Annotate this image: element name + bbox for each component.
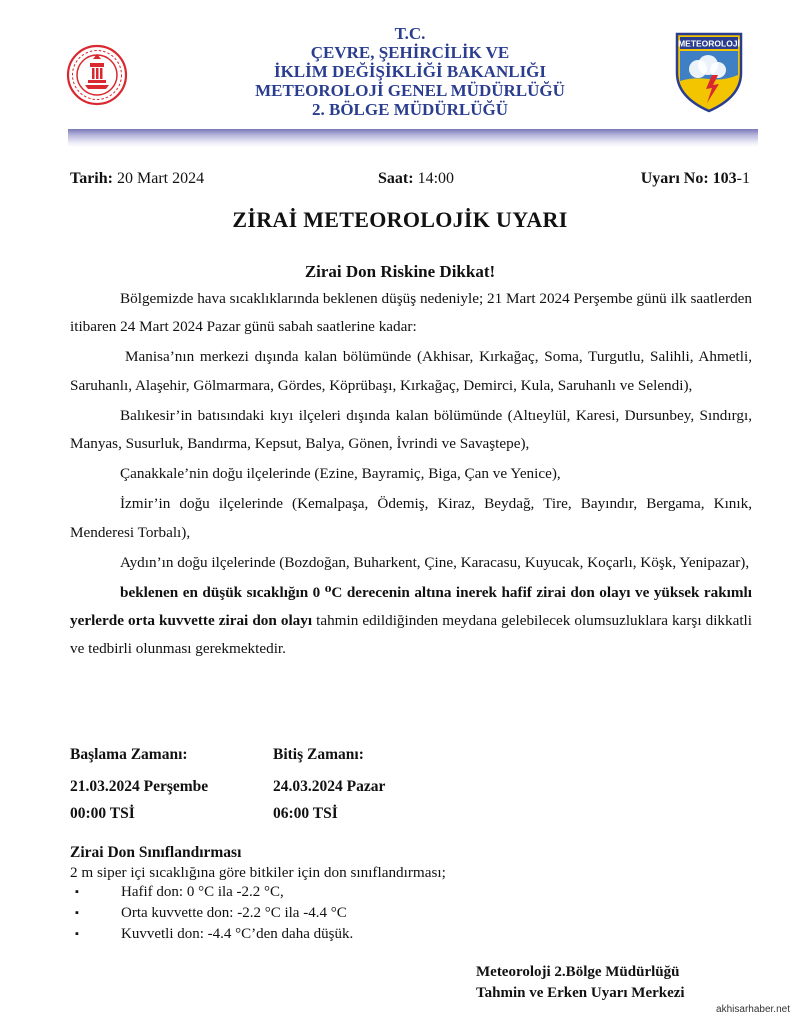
list-item bbox=[70, 903, 353, 924]
date-field bbox=[70, 170, 204, 188]
document-title: ZİRAİ METEOROLOJİK UYARI bbox=[232, 207, 568, 232]
header-title bbox=[180, 24, 640, 119]
header-line-region: 2. BÖLGE MÜDÜRLÜĞÜ bbox=[312, 100, 508, 119]
signature-line-1: Meteoroloji 2.Bölge Müdürlüğü bbox=[476, 964, 680, 980]
header-line-ministry-1: ÇEVRE, ŞEHİRCİLİK VE bbox=[310, 43, 510, 62]
region-izmir: İzmir’in doğu ilçelerinde (Kemalpaşa, Ödemiş, Kiraz, Beydağ, Tire, Bayındır, Bergama, Kınık, Menderesi Torbalı), bbox=[70, 495, 752, 541]
start-date: 21.03.2024 Perşembe bbox=[70, 778, 209, 795]
header-divider-bar bbox=[68, 129, 758, 147]
date-value: 20 Mart 2024 bbox=[116, 170, 205, 187]
warning-normal-text: tahmin edildiğinden meydana gelebilecek olumsuzluklara karşı dikkatli ve tedbirli olunması gerekmektedir. bbox=[70, 612, 752, 658]
svg-text:METEOROLOJİ: METEOROLOJİ bbox=[678, 38, 740, 49]
bullet-icon: ▪ bbox=[75, 907, 79, 919]
classification-moderate-frost: Orta kuvvette don: -2.2 °C ila -4.4 °C bbox=[121, 905, 347, 921]
document-subtitle: Zirai Don Riskine Dikkat! bbox=[304, 262, 496, 281]
warning-number-suffix: -1 bbox=[736, 170, 750, 187]
region-manisa: Manisa’nın merkezi dışında kalan bölümünde (Akhisar, Kırkağaç, Soma, Turgutlu, Salihli, Ahmetli, Saruhanlı, Alaşehir, Gölmarmara, Gördes, Köprübaşı, Kırkağaç, Demirci, Kula, Saruhanlı ve Selendi), bbox=[70, 348, 752, 394]
classification-title: Zirai Don Sınıflandırması bbox=[70, 844, 242, 861]
end-time-label: Bitiş Zamanı: bbox=[273, 746, 364, 763]
bullet-icon: ▪ bbox=[75, 928, 79, 940]
start-time: 00:00 TSİ bbox=[70, 805, 135, 822]
end-time: 06:00 TSİ bbox=[273, 805, 338, 822]
warning-number-field bbox=[641, 170, 750, 188]
warning-bold-text: beklenen en düşük sıcaklığın 0 ⁰C derecenin altına inerek hafif zirai don olayı ve yüksek rakımlı yerlerde orta kuvvette zirai don olayı bbox=[70, 583, 752, 630]
end-date: 24.03.2024 Pazar bbox=[273, 778, 386, 795]
classification-light-frost: Hafif don: 0 °C ila -2.2 °C, bbox=[121, 884, 284, 900]
time-label: Saat: bbox=[378, 170, 414, 187]
intro-paragraph: Bölgemizde hava sıcaklıklarında beklenen düşüş nedeniyle; 21 Mart 2024 Perşembe günü ilk saatlerden itibaren 24 Mart 2024 Pazar günü sabah saatlerine kadar: bbox=[70, 290, 752, 336]
warning-paragraph bbox=[70, 579, 752, 664]
warning-number-value: 103 bbox=[712, 170, 737, 187]
classification-strong-frost: Kuvvetli don: -4.4 °C’den daha düşük. bbox=[121, 926, 354, 942]
time-value: 14:00 bbox=[417, 170, 455, 187]
region-balikesir: Balıkesir’in batısındaki kıyı ilçeleri dışında kalan bölümünde (Altıeylül, Karesi, Dursunbey, Sındırgı, Manyas, Susurluk, Bandırma, Kepsut, Balya, Gönen, İvrindi ve Savaştepe), bbox=[70, 406, 752, 453]
region-aydin: Aydın’ın doğu ilçelerinde (Bozdoğan, Buharkent, Çine, Karacasu, Kuyucak, Koçarlı, Köşk, Yenipazar), bbox=[120, 553, 750, 571]
header-line-tc: T.C. bbox=[394, 24, 426, 43]
signature-block bbox=[476, 962, 685, 1004]
region-canakkale: Çanakkale’nin doğu ilçelerinde (Ezine, Bayramiç, Biga, Çan ve Yenice), bbox=[120, 465, 561, 483]
list-item bbox=[70, 924, 353, 945]
header-line-directorate: METEOROLOJİ GENEL MÜDÜRLÜĞÜ bbox=[255, 81, 565, 100]
time-field bbox=[378, 170, 454, 188]
list-item bbox=[70, 882, 353, 903]
header-line-ministry-2: İKLİM DEĞİŞİKLİĞİ BAKANLIĞI bbox=[273, 62, 547, 81]
start-time-label: Başlama Zamanı: bbox=[70, 746, 188, 763]
warning-body bbox=[70, 285, 752, 665]
warning-number-label: Uyarı No: bbox=[640, 170, 709, 187]
watermark: akhisarhaber.net bbox=[716, 1004, 790, 1015]
classification-description: 2 m siper içi sıcaklığına göre bitkiler için don sınıflandırması; bbox=[70, 864, 446, 881]
signature-line-2: Tahmin ve Erken Uyarı Merkezi bbox=[476, 985, 685, 1001]
ministry-logo bbox=[66, 33, 128, 117]
bullet-icon: ▪ bbox=[75, 886, 79, 898]
classification-list bbox=[70, 882, 353, 945]
meteorology-logo bbox=[674, 31, 744, 113]
date-label: Tarih: bbox=[70, 170, 113, 187]
